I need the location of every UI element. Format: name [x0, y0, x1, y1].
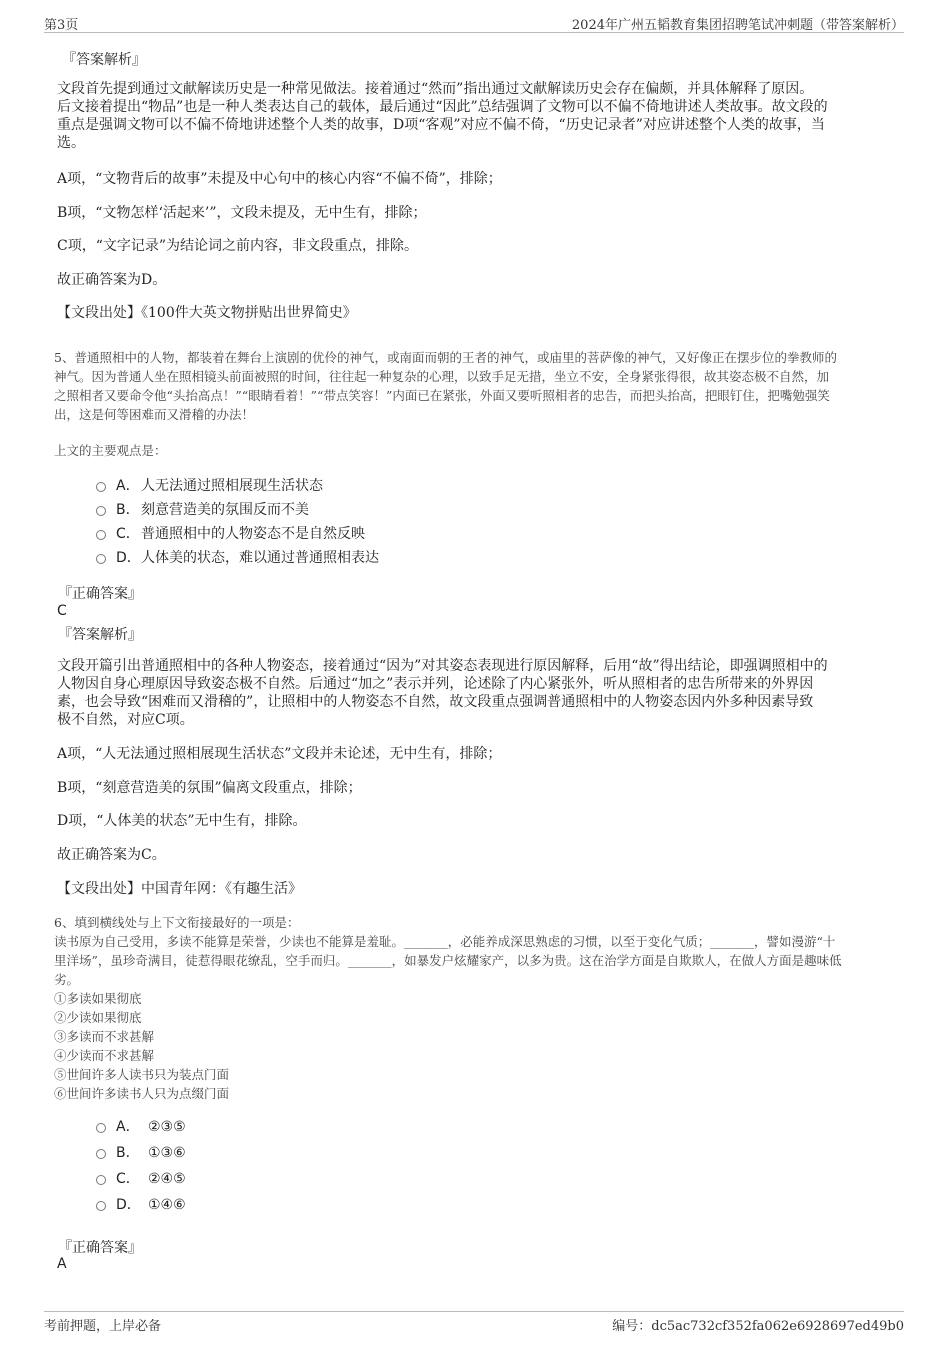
option-key: A．: [116, 1119, 140, 1135]
q6-choice-line: ①多读如果彻底: [54, 991, 142, 1006]
q6-option-b[interactable]: [96, 1140, 186, 1166]
radio-icon[interactable]: [96, 554, 106, 564]
q6-stem-line: 6、填到横线处与上下文衔接最好的一项是：: [54, 915, 300, 930]
q4-source: 【文段出处】《100件大英文物拼贴出世界简史》: [57, 305, 357, 321]
q5-option-a[interactable]: [96, 474, 379, 498]
option-text: 普通照相中的人物姿态不是自然反映: [141, 526, 365, 542]
radio-icon[interactable]: [96, 1175, 106, 1185]
q4-analysis-line: 选。: [57, 135, 85, 151]
radio-icon[interactable]: [96, 1123, 106, 1133]
q6-option-d[interactable]: [96, 1192, 186, 1218]
radio-icon[interactable]: [96, 1201, 106, 1211]
q5-source: 【文段出处】中国青年网：《有趣生活》: [57, 881, 302, 897]
q6-options: [96, 1114, 186, 1218]
q5-stem-line: 5、普通照相中的人物，都装着在舞台上演剧的优伶的神气，或南面而朝的王者的神气，或庙里的菩萨像的神气，又好像正在摆步位的拳教师的: [54, 350, 837, 365]
q4-item-c: C项，“文字记录”为结论词之前内容，非文段重点，排除。: [57, 238, 419, 254]
q6-choice-line: ④少读而不求甚解: [54, 1048, 155, 1063]
q6-choice-line: ③多读而不求甚解: [54, 1029, 155, 1044]
q6-option-c[interactable]: [96, 1166, 186, 1192]
q6-choice-line: ②少读如果彻底: [54, 1010, 142, 1025]
q5-stem-line: 之照相者又要命令他“头抬高点！”“眼睛看着！”“带点笑容！”内面已在紧张，外面又要听照相者的忠告，而把头抬高，把眼钉住，把嘴勉强笑: [54, 388, 830, 403]
footer-slogan: 考前押题，上岸必备: [44, 1319, 162, 1334]
option-key: C．: [116, 1171, 140, 1187]
option-text: 人无法通过照相展现生活状态: [141, 478, 323, 494]
q4-analysis-label: 『答案解析』: [62, 52, 146, 68]
q6-stem: [54, 913, 914, 1103]
q5-analysis-line: 极不自然，对应C项。: [57, 712, 194, 728]
q5-analysis-line: 人物因自身心理原因导致姿态极不自然。后通过“加之”表示并列，论述除了内心紧张外，听从照相者的忠告所带来的外界因: [57, 676, 814, 692]
q4-item-b: B项，“文物怎样‘活起来’”，文段未提及，无中生有，排除；: [57, 205, 427, 221]
radio-icon[interactable]: [96, 1149, 106, 1159]
q5-item-b: B项，“刻意营造美的氛围”偏离文段重点，排除；: [57, 780, 362, 796]
q4-analysis-line: 重点是强调文物可以不偏不倚地讲述整个人类的故事，D项“客观”对应不偏不倚，“历史记录者”对应讲述整个人类的故事，当: [57, 117, 825, 133]
q5-options: [96, 474, 379, 570]
q5-item-a: A项，“人无法通过照相展现生活状态”文段并未论述，无中生有，排除；: [57, 746, 502, 762]
option-text: ①④⑥: [148, 1197, 186, 1213]
option-key: A．: [116, 478, 140, 494]
q4-item-a: A项，“文物背后的故事”未提及中心句中的核心内容“不偏不倚”，排除；: [57, 171, 502, 187]
q6-stem-line: 劣。: [54, 972, 80, 987]
radio-icon[interactable]: [96, 482, 106, 492]
option-key: B．: [116, 502, 140, 518]
q6-choice-line: ⑤世间许多人读书只为装点门面: [54, 1067, 230, 1082]
page-number: 第3页: [44, 18, 79, 33]
q5-analysis-line: 素，也会导致“困难而又滑稽的”，让照相中的人物姿态不自然，故文段重点强调普通照相中的人物姿态因内外多种因素导致: [57, 694, 814, 710]
q4-analysis-line: 文段首先提到通过文献解读历史是一种常见做法。接着通过“然而”指出通过文献解读历史会存在偏颇，并具体解释了原因。: [57, 81, 814, 97]
q6-answer: A: [57, 1256, 67, 1272]
q5-stem-line: 神气。因为普通人坐在照相镜头前面被照的时间，往往起一种复杂的心理，以致手足无措，坐立不安，全身紧张得很，故其姿态极不自然，加: [54, 369, 830, 384]
radio-icon[interactable]: [96, 506, 106, 516]
document-title: 2024年广州五韬教育集团招聘笔试冲刺题（带答案解析）: [571, 18, 904, 33]
option-text: ①③⑥: [148, 1145, 186, 1161]
option-key: D．: [116, 550, 141, 566]
q5-conclusion: 故正确答案为C。: [57, 847, 166, 863]
q5-analysis-line: 文段开篇引出普通照相中的各种人物姿态，接着通过“因为”对其姿态表现进行原因解释，后用“故”得出结论，即强调照相中的: [57, 658, 828, 674]
q6-choice-line: ⑥世间许多读书人只为点缀门面: [54, 1086, 230, 1101]
header-divider: [44, 32, 904, 33]
q5-answer: C: [57, 603, 67, 619]
option-text: ②④⑤: [148, 1171, 186, 1187]
q5-analysis-label: 『答案解析』: [58, 627, 142, 643]
q5-analysis-body: [57, 657, 907, 729]
footer-divider: [44, 1311, 904, 1312]
option-key: B．: [116, 1145, 140, 1161]
q6-stem-line: 里洋场”，虽珍奇满目，徒惹得眼花缭乱，空手而归。_______，如暴发户炫耀家产，以多为贵。这在治学方面是自欺欺人，在做人方面是趣味低: [54, 953, 842, 968]
q4-analysis-line: 后文接着提出“物品”也是一种人类表达自己的载体，最后通过“因此”总结强调了文物可以不偏不倚地讲述人类故事。故文段的: [57, 99, 828, 115]
q5-stem-line: 出，这是何等困难而又滑稽的办法！: [54, 407, 255, 422]
q6-answer-label: 『正确答案』: [58, 1240, 142, 1256]
q4-analysis-body: [57, 80, 907, 152]
option-key: C．: [116, 526, 140, 542]
option-key: D．: [116, 1197, 141, 1213]
q5-item-d: D项，“人体美的状态”无中生有，排除。: [57, 813, 307, 829]
option-text: 刻意营造美的氛围反而不美: [141, 502, 309, 518]
q6-option-a[interactable]: [96, 1114, 186, 1140]
document-code: 编号：dc5ac732cf352fa062e6928697ed49b0: [612, 1319, 904, 1334]
q5-option-c[interactable]: [96, 522, 379, 546]
q4-conclusion: 故正确答案为D。: [57, 272, 167, 288]
option-text: 人体美的状态，难以通过普通照相表达: [141, 550, 379, 566]
q6-stem-line: 读书原为自己受用，多读不能算是荣誉，少读也不能算是羞耻。_______，必能养成深思熟虑的习惯，以至于变化气质；_______，譬如漫游“十: [54, 934, 836, 949]
q5-prompt: 上文的主要观点是：: [54, 443, 167, 458]
q5-option-b[interactable]: [96, 498, 379, 522]
q5-option-d[interactable]: [96, 546, 379, 570]
option-text: ②③⑤: [148, 1119, 186, 1135]
q5-stem: [54, 348, 914, 424]
q5-answer-label: 『正确答案』: [58, 586, 142, 602]
radio-icon[interactable]: [96, 530, 106, 540]
